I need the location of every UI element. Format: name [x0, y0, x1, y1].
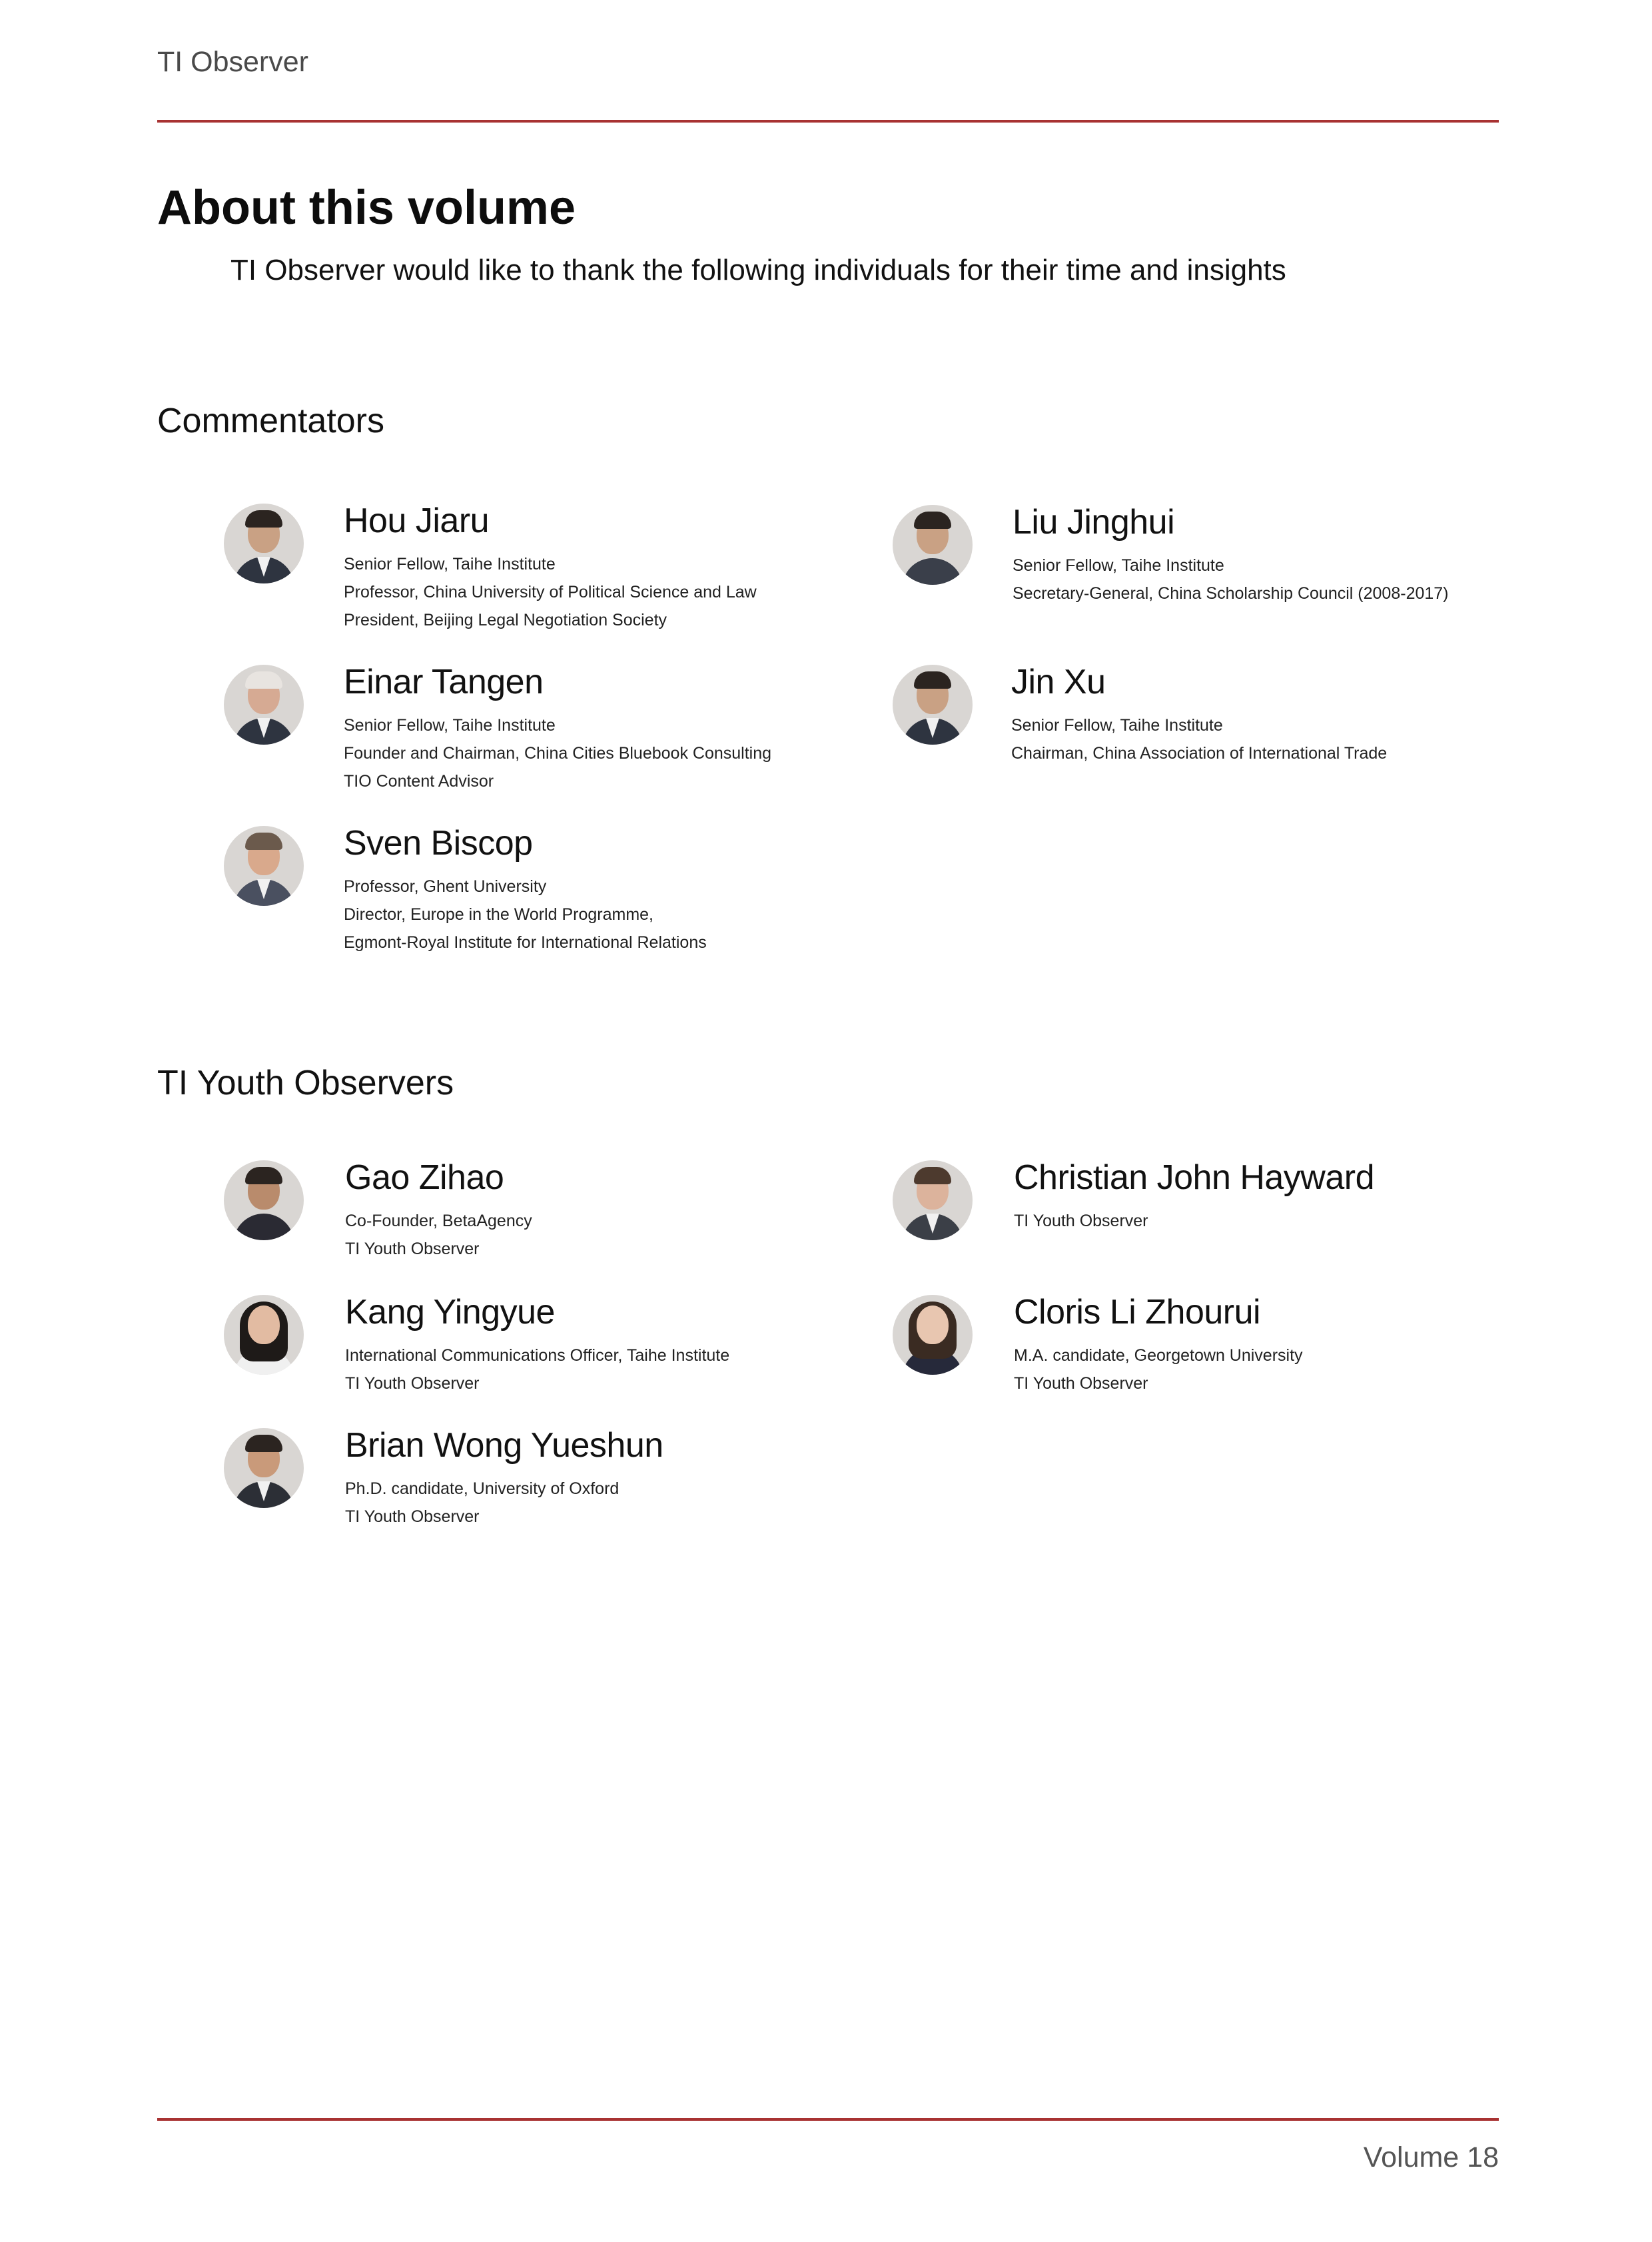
page-title: About this volume	[157, 181, 576, 234]
person-title-line: TI Youth Observer	[1014, 1374, 1148, 1393]
footer-volume: Volume 18	[1363, 2141, 1499, 2173]
person-title-line: Professor, Ghent University	[344, 877, 547, 896]
person-title-line: President, Beijing Legal Negotiation Society	[344, 611, 667, 629]
person-titles	[344, 873, 707, 956]
person-name: Einar Tangen	[344, 663, 544, 701]
avatar	[893, 1295, 973, 1375]
person-titles	[345, 1475, 619, 1531]
avatar	[893, 1160, 973, 1240]
avatar	[224, 504, 304, 583]
person-title-line: Egmont-Royal Institute for International Relations	[344, 933, 707, 952]
avatar	[224, 665, 304, 745]
person-title-line: Senior Fellow, Taihe Institute	[1011, 716, 1223, 735]
person-name: Sven Biscop	[344, 824, 533, 863]
footer-rule	[157, 2118, 1499, 2121]
person-name: Kang Yingyue	[345, 1293, 555, 1331]
intro-text: TI Observer would like to thank the following individuals for their time and insights	[230, 254, 1286, 286]
person-title-line: TIO Content Advisor	[344, 772, 494, 791]
avatar	[893, 505, 973, 585]
running-header: TI Observer	[157, 46, 308, 78]
person-titles	[1014, 1341, 1303, 1397]
person-title-line: TI Youth Observer	[345, 1240, 480, 1258]
person-title-line: Senior Fellow, Taihe Institute	[344, 555, 556, 573]
person-title-line: Chairman, China Association of International Trade	[1011, 744, 1388, 763]
avatar	[224, 1295, 304, 1375]
person-titles	[345, 1341, 729, 1397]
person-titles	[1013, 552, 1449, 607]
person-name: Cloris Li Zhourui	[1014, 1293, 1261, 1331]
person-title-line: International Communications Officer, Taihe Institute	[345, 1346, 730, 1365]
person-title-line: Founder and Chairman, China Cities Bluebook Consulting	[344, 744, 772, 763]
person-name: Hou Jiaru	[344, 502, 490, 540]
avatar	[893, 665, 973, 745]
person-titles	[344, 711, 771, 795]
section-title-commentators: Commentators	[157, 402, 384, 440]
person-title-line: TI Youth Observer	[1014, 1212, 1148, 1230]
person-title-line: Senior Fellow, Taihe Institute	[344, 716, 556, 735]
person-name: Gao Zihao	[345, 1158, 504, 1197]
person-title-line: Senior Fellow, Taihe Institute	[1013, 556, 1224, 575]
person-name: Liu Jinghui	[1013, 503, 1175, 542]
person-titles	[1014, 1207, 1148, 1235]
person-name: Jin Xu	[1011, 663, 1106, 701]
person-name: Christian John Hayward	[1014, 1158, 1375, 1197]
person-titles	[345, 1207, 532, 1263]
avatar	[224, 1428, 304, 1508]
person-title-line: Professor, China University of Political Science and Law	[344, 583, 757, 601]
person-title-line: Director, Europe in the World Programme,	[344, 905, 654, 924]
person-title-line: Ph.D. candidate, University of Oxford	[345, 1479, 620, 1498]
person-title-line: Secretary-General, China Scholarship Council (2008-2017)	[1013, 584, 1449, 603]
person-titles	[344, 550, 757, 634]
person-name: Brian Wong Yueshun	[345, 1426, 663, 1465]
section-title-youth-observers: TI Youth Observers	[157, 1064, 454, 1102]
person-title-line: TI Youth Observer	[345, 1374, 480, 1393]
person-title-line: Co-Founder, BetaAgency	[345, 1212, 532, 1230]
person-title-line: TI Youth Observer	[345, 1507, 480, 1526]
header-rule	[157, 120, 1499, 123]
person-titles	[1011, 711, 1387, 767]
avatar	[224, 1160, 304, 1240]
person-title-line: M.A. candidate, Georgetown University	[1014, 1346, 1303, 1365]
avatar	[224, 826, 304, 906]
